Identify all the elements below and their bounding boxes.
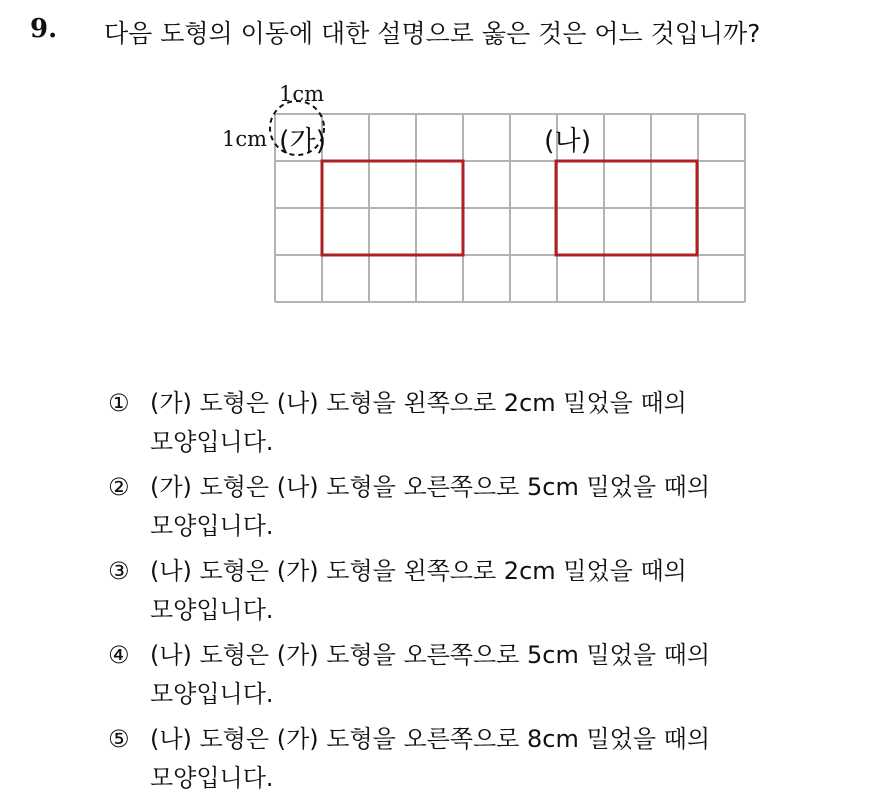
choice-number: ① bbox=[108, 389, 130, 417]
answer-choices bbox=[108, 384, 848, 804]
shape-a-label: (가) bbox=[279, 126, 327, 157]
choice-text-line2: 모양입니다. bbox=[150, 512, 274, 540]
choice-4[interactable] bbox=[108, 636, 848, 714]
choice-text-line1: (가) 도형은 (나) 도형을 오른쪽으로 5cm 밀었을 때의 bbox=[150, 473, 711, 501]
choice-text-line2: 모양입니다. bbox=[150, 764, 274, 792]
unit-label-top: 1cm bbox=[279, 82, 325, 106]
question-text: 다음 도형의 이동에 대한 설명으로 옳은 것은 어느 것입니까? bbox=[104, 19, 761, 48]
choice-number: ③ bbox=[108, 557, 130, 585]
question-number: 9. bbox=[30, 14, 58, 44]
choice-text-line2: 모양입니다. bbox=[150, 428, 274, 456]
choice-3[interactable] bbox=[108, 552, 848, 630]
choice-text-line1: (나) 도형은 (가) 도형을 오른쪽으로 5cm 밀었을 때의 bbox=[150, 641, 711, 669]
grid-lines bbox=[275, 114, 745, 302]
shape-b-label: (나) bbox=[544, 126, 592, 157]
choice-number: ④ bbox=[108, 641, 130, 669]
choice-text-line1: (가) 도형은 (나) 도형을 왼쪽으로 2cm 밀었을 때의 bbox=[150, 389, 687, 417]
choice-text-line2: 모양입니다. bbox=[150, 596, 274, 624]
choice-text-line1: (나) 도형은 (가) 도형을 왼쪽으로 2cm 밀었을 때의 bbox=[150, 557, 687, 585]
choice-1[interactable] bbox=[108, 384, 848, 462]
choice-text-line2: 모양입니다. bbox=[150, 680, 274, 708]
choice-number: ② bbox=[108, 473, 130, 501]
choice-text-line1: (나) 도형은 (가) 도형을 오른쪽으로 8cm 밀었을 때의 bbox=[150, 725, 711, 753]
unit-label-left: 1cm bbox=[222, 127, 268, 151]
choice-number: ⑤ bbox=[108, 725, 130, 753]
grid-figure bbox=[0, 0, 884, 340]
choice-5[interactable] bbox=[108, 720, 848, 798]
choice-2[interactable] bbox=[108, 468, 848, 546]
